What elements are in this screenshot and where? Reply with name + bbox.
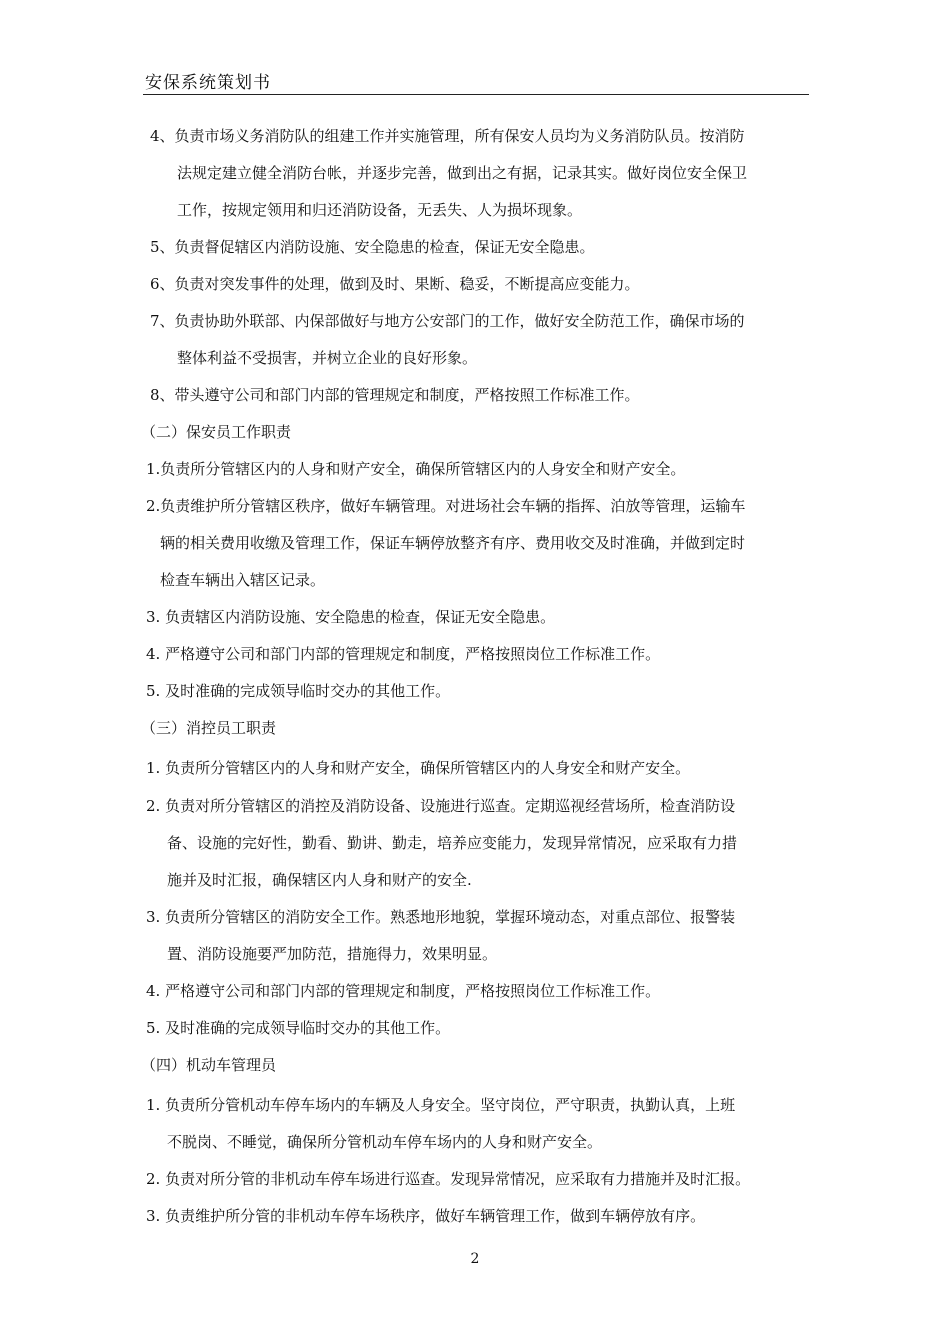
section-heading: （四）机动车管理员 (141, 1056, 277, 1074)
body-line: 4、负责市场义务消防队的组建工作并实施管理，所有保安人员均为义务消防队员。按消防 (150, 127, 745, 145)
body-line: 5、负责督促辖区内消防设施、安全隐患的检查，保证无安全隐患。 (150, 238, 595, 256)
body-line: 7、负责协助外联部、内保部做好与地方公安部门的工作，做好安全防范工作，确保市场的 (150, 312, 745, 330)
body-line: 2.负责维护所分管辖区秩序，做好车辆管理。对进场社会车辆的指挥、泊放等管理，运输车 (146, 497, 746, 515)
body-line: 法规定建立健全消防台帐，并逐步完善，做到出之有据，记录其实。做好岗位安全保卫 (177, 164, 748, 182)
body-line: 整体利益不受损害，并树立企业的良好形象。 (177, 349, 478, 367)
body-line: 8、带头遵守公司和部门内部的管理规定和制度，严格按照工作标准工作。 (150, 386, 640, 404)
body-line: 3. 负责辖区内消防设施、安全隐患的检查，保证无安全隐患。 (146, 608, 556, 626)
section-heading: （二）保安员工作职责 (141, 423, 292, 441)
body-line: 3. 负责维护所分管的非机动车停车场秩序，做好车辆管理工作，做到车辆停放有序。 (146, 1207, 706, 1225)
body-line: 检查车辆出入辖区记录。 (160, 571, 326, 589)
body-line: 5. 及时准确的完成领导临时交办的其他工作。 (146, 682, 451, 700)
body-line: 1. 负责所分管机动车停车场内的车辆及人身安全。坚守岗位，严守职责，执勤认真，上班 (146, 1096, 736, 1114)
section-heading: （三）消控员工职责 (141, 719, 277, 737)
body-line: 1.负责所分管辖区内的人身和财产安全，确保所管辖区内的人身安全和财产安全。 (146, 460, 686, 478)
body-line: 2. 负责对所分管的非机动车停车场进行巡查。发现异常情况，应采取有力措施并及时汇报。 (146, 1170, 751, 1188)
body-line: 1. 负责所分管辖区内的人身和财产安全，确保所管辖区内的人身安全和财产安全。 (146, 759, 691, 777)
body-line: 5. 及时准确的完成领导临时交办的其他工作。 (146, 1019, 451, 1037)
page-number: 2 (470, 1251, 480, 1267)
body-line: 辆的相关费用收缴及管理工作，保证车辆停放整齐有序、费用收交及时准确，并做到定时 (160, 534, 746, 552)
header-title: 安保系统策划书 (145, 73, 271, 93)
body-line: 4. 严格遵守公司和部门内部的管理规定和制度，严格按照岗位工作标准工作。 (146, 645, 661, 663)
body-line: 工作，按规定领用和归还消防设备，无丢失、人为损坏现象。 (177, 201, 583, 219)
body-line: 不脱岗、不睡觉，确保所分管机动车停车场内的人身和财产安全。 (167, 1133, 603, 1151)
body-line: 施并及时汇报，确保辖区内人身和财产的安全. (167, 871, 472, 889)
body-line: 3. 负责所分管辖区的消防安全工作。熟悉地形地貌，掌握环境动态，对重点部位、报警装 (146, 908, 736, 926)
body-line: 置、消防设施要严加防范，措施得力，效果明显。 (167, 945, 498, 963)
body-line: 4. 严格遵守公司和部门内部的管理规定和制度，严格按照岗位工作标准工作。 (146, 982, 661, 1000)
body-line: 6、负责对突发事件的处理，做到及时、果断、稳妥，不断提高应变能力。 (150, 275, 640, 293)
body-line: 备、设施的完好性，勤看、勤讲、勤走，培养应变能力，发现异常情况，应采取有力措 (167, 834, 738, 852)
page-header (143, 66, 809, 95)
body-line: 2. 负责对所分管辖区的消控及消防设备、设施进行巡查。定期巡视经营场所，检查消防设 (146, 797, 736, 815)
